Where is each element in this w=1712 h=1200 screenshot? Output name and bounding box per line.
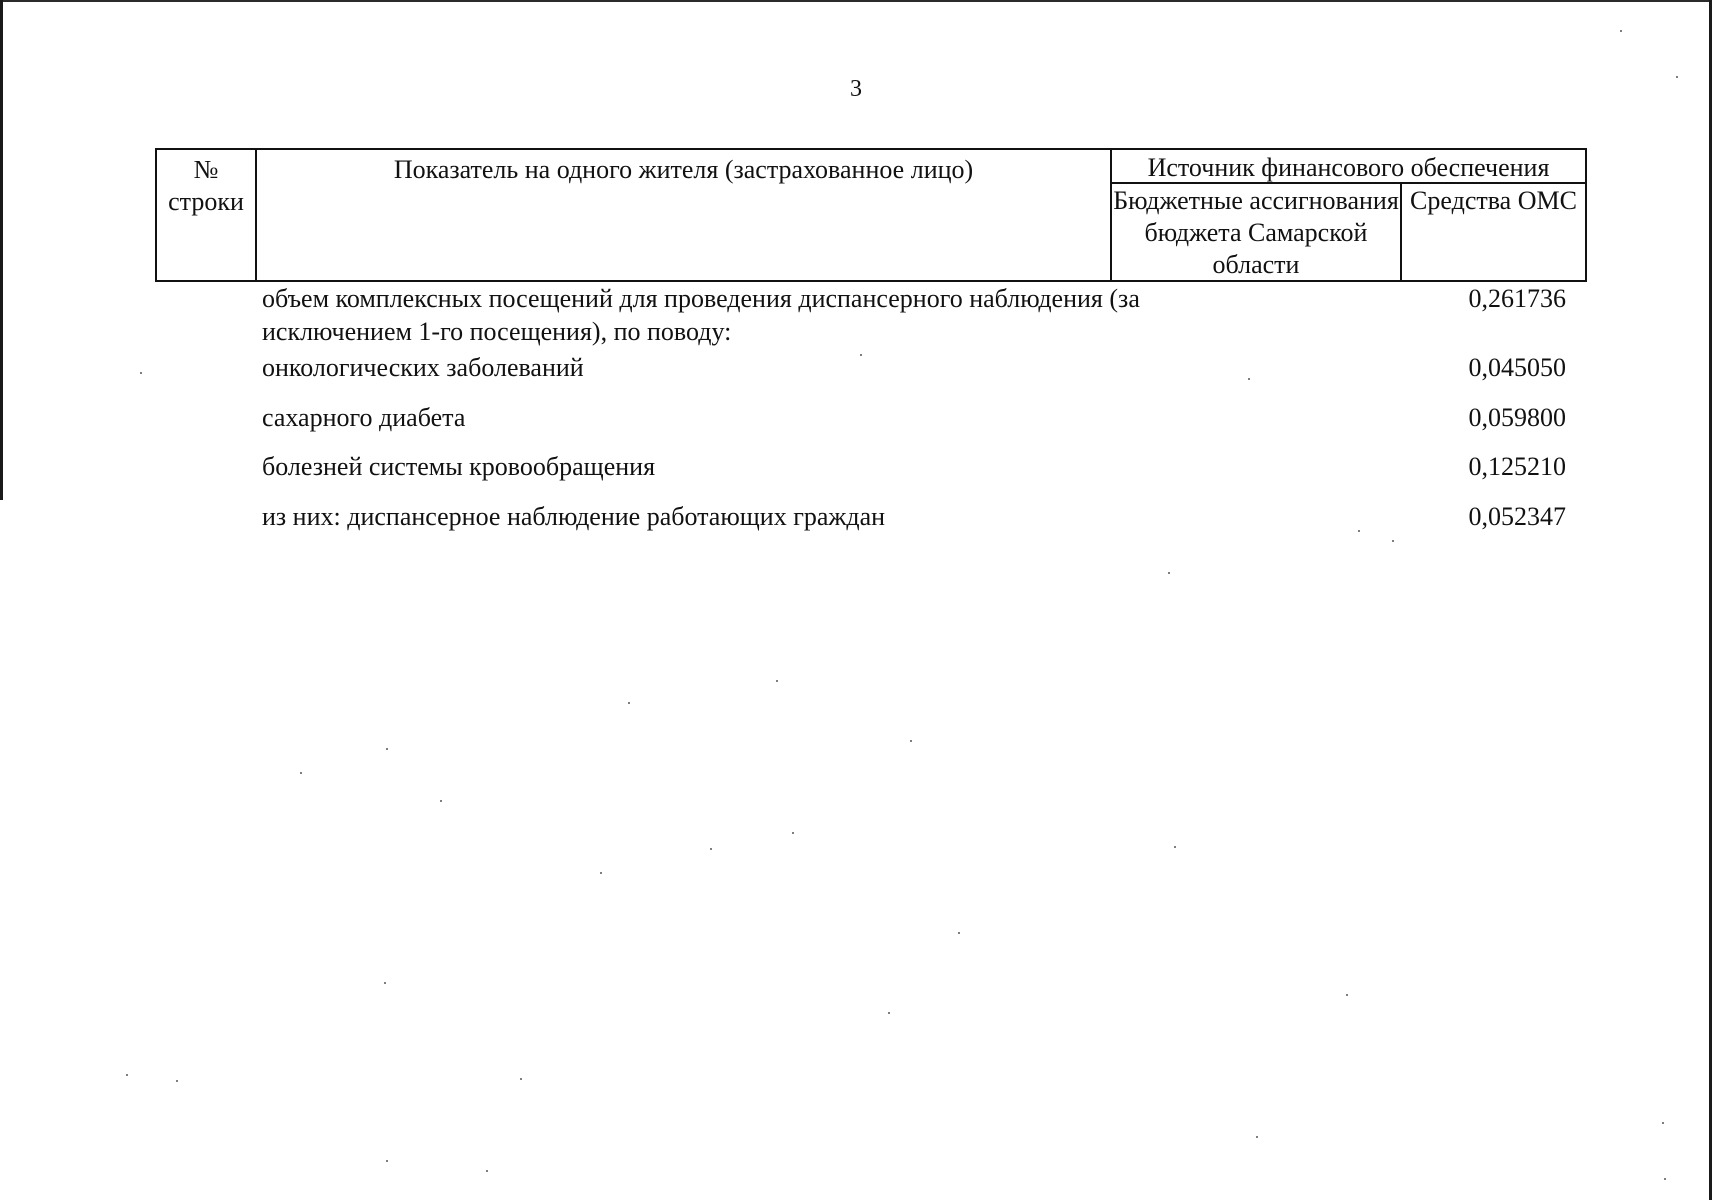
scan-speck xyxy=(776,680,778,682)
table-body xyxy=(262,282,1582,540)
scan-speck xyxy=(520,1078,522,1080)
row-label: онкологических заболеваний xyxy=(262,353,584,382)
header-budget: Бюджетные ассигнования бюджета Самарской области xyxy=(1112,184,1402,280)
scan-speck xyxy=(628,702,630,704)
scan-speck xyxy=(126,1074,128,1076)
header-source-title: Источник финансового обеспечения xyxy=(1112,150,1585,184)
scan-top-border xyxy=(0,0,1712,2)
scan-speck xyxy=(386,1160,388,1162)
scan-speck xyxy=(176,1080,178,1082)
row-label: из них: диспансерное наблюдение работающих граждан xyxy=(262,502,886,531)
row-value-oms: 0,261736 xyxy=(1468,284,1566,313)
scan-speck xyxy=(710,848,712,850)
row-value-oms: 0,125210 xyxy=(1468,452,1566,481)
scan-speck xyxy=(140,372,142,374)
scan-speck xyxy=(1168,572,1170,574)
scan-speck xyxy=(486,1170,488,1172)
scan-speck xyxy=(300,772,302,774)
header-funding-source xyxy=(1112,150,1585,280)
page-number: 3 xyxy=(850,76,862,102)
scan-speck xyxy=(1346,994,1348,996)
table-row xyxy=(262,450,1582,500)
row-value-oms: 0,059800 xyxy=(1468,403,1566,432)
scan-speck xyxy=(386,748,388,750)
scan-speck xyxy=(440,800,442,802)
header-oms: Средства ОМС xyxy=(1410,186,1577,215)
row-value-oms: 0,052347 xyxy=(1468,502,1566,531)
table-header xyxy=(155,148,1587,282)
scan-speck xyxy=(958,932,960,934)
scan-speck xyxy=(1256,1136,1258,1138)
scan-speck xyxy=(910,740,912,742)
row-label: сахарного диабета xyxy=(262,403,466,432)
scan-speck xyxy=(888,1012,890,1014)
scan-speck xyxy=(792,832,794,834)
scan-speck xyxy=(1662,1122,1664,1124)
table-row xyxy=(262,401,1582,450)
row-label: болезней системы кровообращения xyxy=(262,452,656,481)
scan-speck xyxy=(1664,1178,1666,1180)
table-row xyxy=(262,282,1582,351)
row-value-oms: 0,045050 xyxy=(1468,353,1566,382)
scan-speck xyxy=(384,982,386,984)
row-label: объем комплексных посещений для проведения диспансерного наблюдения (за исключением 1-го посещения), по поводу: xyxy=(262,284,1140,346)
table-row xyxy=(262,500,1582,540)
header-row-number: № строки xyxy=(157,150,257,280)
scan-speck xyxy=(1620,30,1622,32)
scan-speck xyxy=(600,872,602,874)
scan-left-edge xyxy=(0,0,3,500)
scan-speck xyxy=(1392,540,1394,542)
table-row xyxy=(262,351,1582,401)
header-indicator: Показатель на одного жителя (застрахованное лицо) xyxy=(257,150,1112,280)
scan-speck xyxy=(1174,846,1176,848)
